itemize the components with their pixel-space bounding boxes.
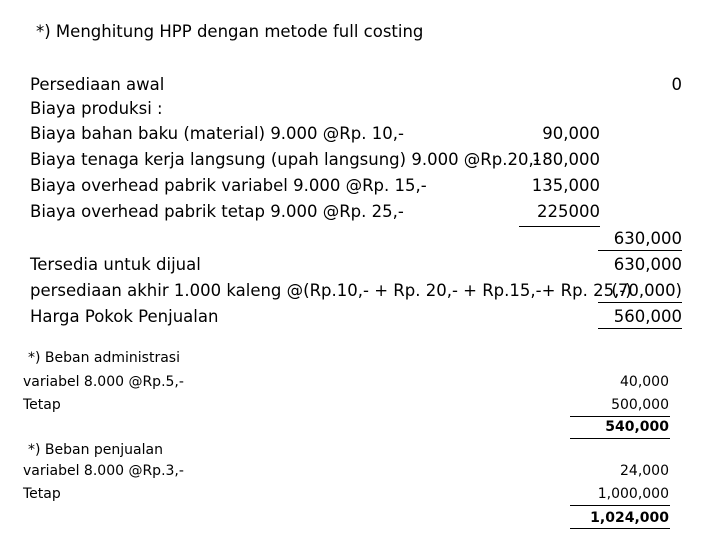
administrasi-tetap-value: 500,000 [611,397,669,413]
penjualan-variabel-value: 24,000 [620,463,669,479]
penjualan-total: 1,024,000 [590,510,669,526]
administrasi-title: *) Beban administrasi [28,350,180,366]
penjualan-tetap-label: Tetap [23,486,61,502]
persediaan-akhir-label: persediaan akhir 1.000 kaleng @(Rp.10,- + Rp. 20,- + Rp.15,-+ Rp. 25,-) [30,281,632,300]
administrasi-total: 540,000 [605,419,669,435]
administrasi-variabel-label: variabel 8.000 @Rp.5,- [23,374,184,390]
overhead-variabel-value: 135,000 [531,176,600,195]
persediaan-awal-label: Persediaan awal [30,75,165,94]
penjualan-title: *) Beban penjualan [28,442,163,458]
overhead-variabel-label: Biaya overhead pabrik variabel 9.000 @Rp. 15,- [30,176,427,195]
tersedia-label: Tersedia untuk dijual [30,255,201,274]
administrasi-tetap-label: Tetap [23,397,61,413]
tenaga-kerja-value: 180,000 [531,150,600,169]
total-produksi-underline [598,250,682,251]
biaya-produksi-label: Biaya produksi : [30,99,163,118]
overhead-tetap-label: Biaya overhead pabrik tetap 9.000 @Rp. 25,- [30,202,404,221]
penjualan-subtotal-line [570,505,670,506]
persediaan-akhir-value: (70,000) [611,281,682,300]
hpp-label: Harga Pokok Penjualan [30,307,219,326]
overhead-tetap-value: 225000 [537,202,600,221]
persediaan-awal-value: 0 [671,75,682,94]
penjualan-tetap-value: 1,000,000 [597,486,669,502]
persediaan-akhir-underline [598,302,682,303]
tersedia-value: 630,000 [613,255,682,274]
subtotal-underline [519,226,600,227]
hpp-underline [598,328,682,329]
document-heading: *) Menghitung HPP dengan metode full costing [36,22,424,41]
bahan-baku-value: 90,000 [542,124,600,143]
total-produksi-value: 630,000 [613,229,682,248]
hpp-value: 560,000 [613,307,682,326]
administrasi-variabel-value: 40,000 [620,374,669,390]
bahan-baku-label: Biaya bahan baku (material) 9.000 @Rp. 10,- [30,124,404,143]
tenaga-kerja-label: Biaya tenaga kerja langsung (upah langsung) 9.000 @Rp.20,- [30,150,540,169]
penjualan-variabel-label: variabel 8.000 @Rp.3,- [23,463,184,479]
penjualan-total-underline [570,528,670,529]
administrasi-total-underline [570,438,670,439]
administrasi-subtotal-line [570,416,670,417]
